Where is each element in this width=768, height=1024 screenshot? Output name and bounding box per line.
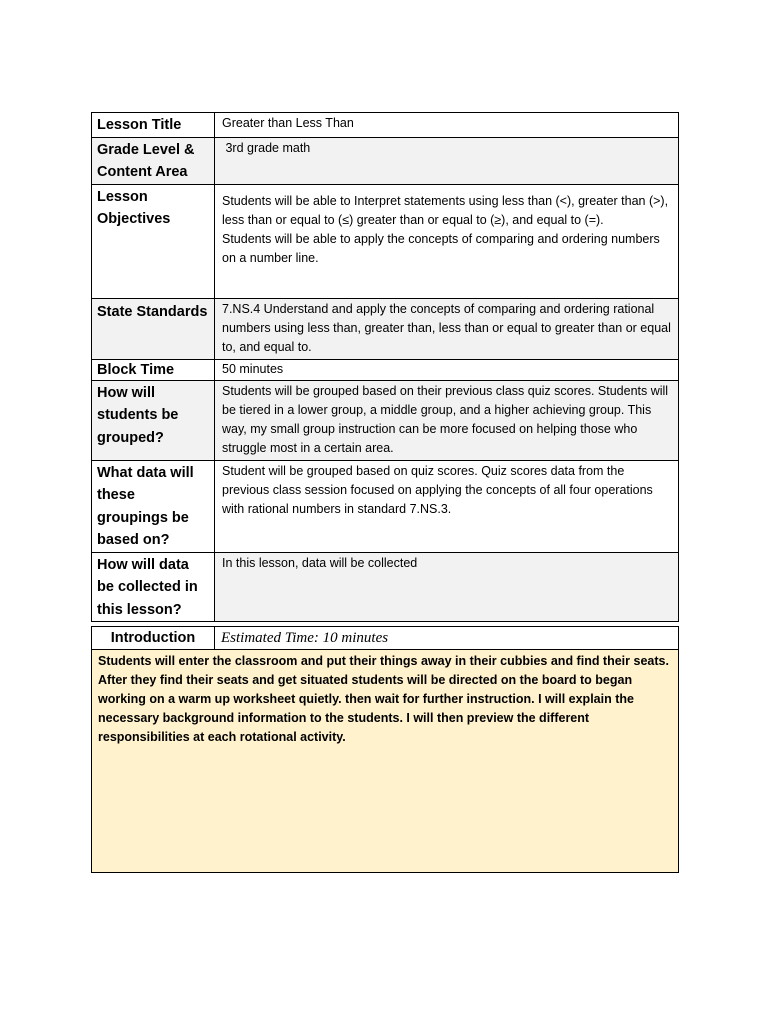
introduction-body: Students will enter the classroom and put their things away in their cubbies and find their seats. After they find their seats and get situated students will be directed on the board to began working on a warm up worksheet quietly. then wait for further instruction. I will explain the necessary background information to the students. I will then preview the different responsibilities at each rotational activity. xyxy=(92,650,678,872)
table-row xyxy=(92,137,679,184)
data-collection-value: In this lesson, data will be collected xyxy=(215,552,679,622)
grouping-value: Students will be grouped based on their previous class quiz scores. Students will be tiered in a lower group, a middle group, and a higher achieving group. This way, my small group instruction can be more focused on helping those who struggle most in a certain area. xyxy=(215,380,679,460)
grade-level-value: 3rd grade math xyxy=(215,137,679,184)
grouping-data-value: Student will be grouped based on quiz scores. Quiz scores data from the previous class session focused on applying the concepts of all four operations with rational numbers in standard 7.NS.3. xyxy=(215,460,679,552)
table-row xyxy=(92,359,679,380)
lesson-plan-table xyxy=(91,112,679,622)
table-row xyxy=(92,184,679,298)
row-label: How will students be grouped? xyxy=(92,380,215,460)
row-label: Lesson Objectives xyxy=(92,184,215,298)
lesson-title-value: Greater than Less Than xyxy=(215,113,679,138)
table-row xyxy=(92,380,679,460)
row-label: Block Time xyxy=(92,359,215,380)
row-label: How will data be collected in this lesson? xyxy=(92,552,215,622)
table-row xyxy=(92,113,679,138)
introduction-title: Introduction xyxy=(92,627,215,649)
row-label: What data will these groupings be based on? xyxy=(92,460,215,552)
block-time-value: 50 minutes xyxy=(215,359,679,380)
table-row xyxy=(92,460,679,552)
introduction-section xyxy=(91,626,679,873)
table-row xyxy=(92,552,679,622)
table-row xyxy=(92,298,679,359)
lesson-objectives-value xyxy=(215,184,679,298)
row-label: Lesson Title xyxy=(92,113,215,138)
introduction-header xyxy=(92,627,678,650)
objective-line: Students will be able to apply the concepts of comparing and ordering numbers on a number line. xyxy=(222,231,660,265)
state-standards-value: 7.NS.4 Understand and apply the concepts of comparing and ordering rational numbers using less than, greater than, less than or equal to greater than or equal to, and equal to. xyxy=(215,298,679,359)
estimated-time: Estimated Time: 10 minutes xyxy=(221,630,389,646)
objective-line: Students will be able to Interpret statements using less than (<), greater than (>), less than or equal to (≤) greater than or equal to (≥), and equal to (=). xyxy=(222,193,669,227)
row-label: State Standards xyxy=(92,298,215,359)
row-label: Grade Level & Content Area xyxy=(92,137,215,184)
